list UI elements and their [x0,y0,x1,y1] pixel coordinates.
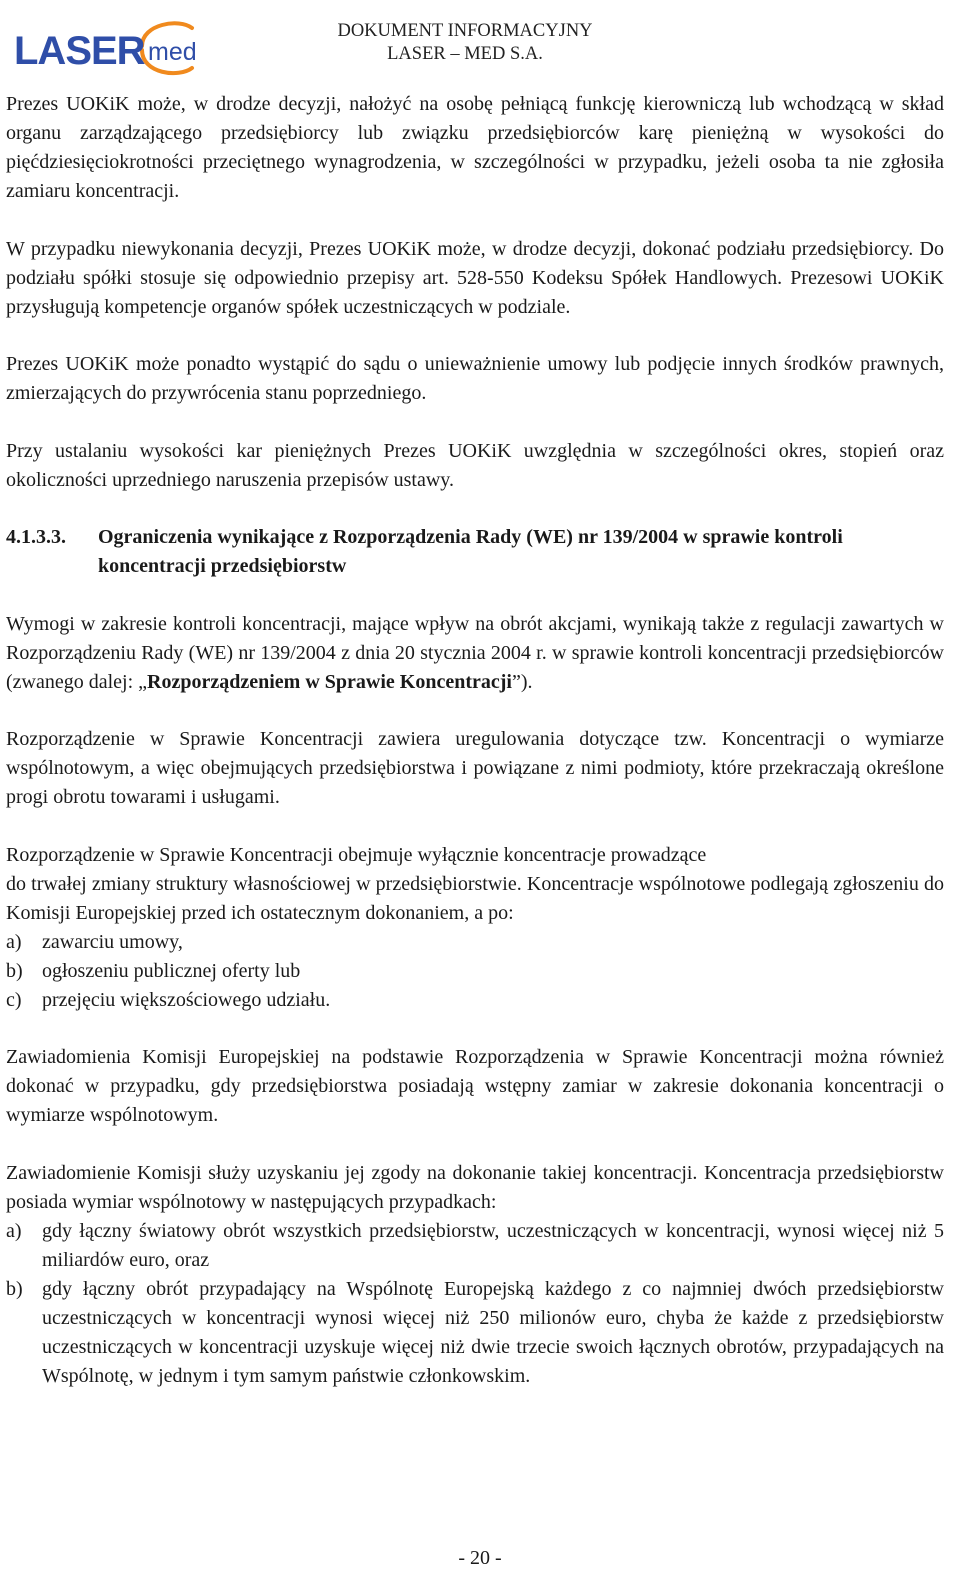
list-item-label: a) [6,930,22,953]
page-number: - 20 - [458,1547,502,1569]
section-title: Ograniczenia wynikające z Rozporządzenia Rady (WE) nr 139/2004 w sprawie kontroli koncentracji przedsiębiorstw [98,526,843,577]
paragraph: Prezes UOKiK może, w drodze decyzji, nałożyć na osobę pełniącą funkcję kierowniczą lub wchodzącą w skład organu zarządzającego przedsiębiorcy lub związku przedsiębiorców karę pieniężną w wysokości do pięćdziesięciokrotności przeciętnego wynagrodzenia, w szczególności w przypadku, jeżeli osoba ta nie zgłosiła zamiaru koncentracji. [6,93,944,202]
defined-term: Rozporządzeniem w Sprawie Koncentracji [147,670,512,693]
list-item-text: przejęciu większościowego udziału. [42,988,331,1011]
list-item [6,1217,944,1275]
list-item [6,928,944,957]
paragraph-text: Wymogi w zakresie kontroli koncentracji, mające wpływ na obrót akcjami, wynikają także z regulacji zawartych w Rozporządzeniu Rady (WE) nr 139/2004 z dnia 20 stycznia 2004 r. w sprawie kontroli koncentracji przedsiębiorców (zwanego dalej: „ [6,612,944,693]
document-title-line1: DOKUMENT INFORMACYJNY [337,21,593,41]
list-item-label: c) [6,988,22,1011]
list-item [6,1275,944,1391]
paragraph-text: ”). [511,670,533,693]
document-title [300,20,630,66]
paragraph: Przy ustalaniu wysokości kar pieniężnych Prezes UOKiK uwzględnia w szczególności okres, stopień oraz okoliczności uprzedniego naruszenia przepisów ustawy. [6,439,944,491]
paragraph: W przypadku niewykonania decyzji, Prezes UOKiK może, w drodze decyzji, dokonać podziału przedsiębiorcy. Do podziału spółki stosuje się odpowiednio przepisy art. 528-550 Kodeksu Spółek Handlowych. Prezesowi UOKiK przysługują kompetencje organów spółek uczestniczących w podziale. [6,237,944,318]
laser-med-logo [14,16,214,80]
paragraph: Zawiadomienia Komisji Europejskiej na podstawie Rozporządzenia w Sprawie Koncentracji można również dokonać w przypadku, gdy przedsiębiorstwa posiadają wstępny zamiar w zakresie dokonania koncentracji o wymiarze wspólnotowym. [6,1046,944,1126]
list-item-label: b) [6,1277,23,1300]
svg-text:med: med [148,38,197,66]
document-title-line2: LASER – MED S.A. [387,44,543,64]
paragraph-line: Rozporządzenie w Sprawie Koncentracji obejmuje wyłącznie koncentracje prowadzące [6,843,707,866]
section-heading [6,523,944,581]
list-item-text: zawarciu umowy, [42,930,183,953]
paragraph: do trwałej zmiany struktury własnościowej w przedsiębiorstwie. Koncentracje wspólnotowe podlegają zgłoszeniu do Komisji Europejskiej przed ich ostatecznym dokonaniem, a po: [6,872,944,924]
list [6,1217,944,1391]
list-item [6,957,944,986]
list-item-text: gdy łączny obrót przypadający na Wspólnotę Europejską każdego z co najmniej dwóch przedsiębiorstw uczestniczących w koncentracji wynosi więcej niż 250 milionów euro, chyba że każde z przedsiębiorstw uczestniczących w koncentracji uzyskuje więcej niż dwie trzecie swoich łącznych obrotów, przypadających na Wspólnotę, w jednym i tym samym państwie członkowskim. [42,1277,944,1387]
page-header [0,0,960,88]
section-number: 4.1.3.3. [6,526,66,548]
list-item [6,986,944,1015]
list-item-text: gdy łączny światowy obrót wszystkich przedsiębiorstw, uczestniczących w koncentracji, wynosi więcej niż 5 miliardów euro, oraz [42,1219,944,1271]
list-item-label: b) [6,959,23,982]
document-body [6,90,944,1391]
list [6,928,944,1015]
svg-text:LASER: LASER [14,29,145,73]
list-item-label: a) [6,1219,22,1242]
paragraph [6,610,944,697]
list-item-text: ogłoszeniu publicznej oferty lub [42,959,301,982]
paragraph: Rozporządzenie w Sprawie Koncentracji zawiera uregulowania dotyczące tzw. Koncentracji o wymiarze wspólnotowym, a więc obejmujących przedsiębiorstwa i powiązane z nimi podmioty, które przekraczają określone progi obrotu towarami i usługami. [6,728,944,808]
paragraph: Zawiadomienie Komisji służy uzyskaniu jej zgody na dokonanie takiej koncentracji. Koncentracja przedsiębiorstw posiada wymiar wspólnotowy w następujących przypadkach: [6,1161,944,1213]
paragraph: Prezes UOKiK może ponadto wystąpić do sądu o unieważnienie umowy lub podjęcie innych środków prawnych, zmierzających do przywrócenia stanu poprzedniego. [6,353,944,404]
